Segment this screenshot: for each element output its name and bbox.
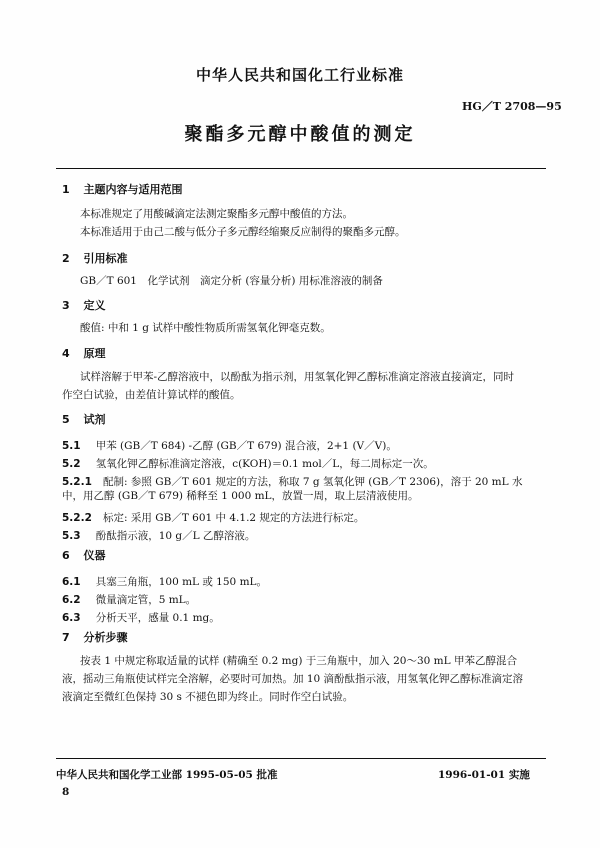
item-text: 甲苯 (GB／T 684) -乙醇 (GB／T 679) 混合液，2+1 (V／V)。 — [95, 440, 397, 452]
reference-standard: GB／T 601 化学试剂 滴定分析 (容量分析) 用标准溶液的制备 — [80, 275, 383, 287]
section-number: 6 — [62, 549, 70, 562]
item-number: 5.2.2 — [62, 512, 92, 524]
item-text: 配制: 参照 GB／T 601 规定的方法，称取 7 g 氢氧化钾 (GB／T 2306)，溶于 20 mL 水 — [103, 476, 523, 488]
section-3-heading — [62, 297, 106, 313]
section-5-heading — [62, 411, 106, 427]
list-item — [62, 524, 255, 543]
item-number: 6.3 — [62, 612, 81, 624]
paragraph: 液滴定至微红色保持 30 s 不褪色即为终止。同时作空白试验。 — [62, 691, 354, 703]
item-text: 微量滴定管，5 mL。 — [95, 594, 197, 606]
section-1-heading — [62, 181, 183, 197]
paragraph: 试样溶解于甲苯-乙醇溶液中，以酚酞为指示剂，用氢氧化钾乙醇标准滴定溶液直接滴定，同时 — [80, 371, 515, 383]
document-title: 聚酯多元醇中酸值的测定 — [184, 124, 416, 145]
section-title: 仪器 — [83, 549, 106, 562]
item-number: 5.2 — [62, 458, 81, 470]
paragraph: 本标准适用于由己二酸与低分子多元醇经缩聚反应制得的聚酯多元醇。 — [80, 226, 406, 238]
approval-statement: 中华人民共和国化学工业部 1995-05-05 批准 — [56, 769, 278, 781]
item-text: 具塞三角瓶，100 mL 或 150 mL。 — [95, 576, 267, 588]
item-text: 酚酞指示液，10 g／L 乙醇溶液。 — [95, 530, 256, 542]
list-item — [62, 452, 434, 471]
section-title: 原理 — [83, 347, 106, 360]
paragraph: 按表 1 中规定称取适量的试样 (精确至 0.2 mg) 于三角瓶中，加入 20～30 mL 甲苯乙醇混合 — [80, 655, 517, 667]
section-number: 4 — [62, 347, 70, 360]
paragraph: 作空白试验，由差值计算试样的酸值。 — [62, 389, 241, 401]
section-title: 主题内容与适用范围 — [83, 183, 183, 196]
section-7-heading — [62, 629, 128, 645]
section-6-heading — [62, 547, 106, 563]
list-item — [62, 570, 267, 589]
list-item — [62, 606, 220, 625]
implementation-date: 1996-01-01 实施 — [438, 769, 530, 781]
section-number: 3 — [62, 299, 70, 312]
paragraph: 本标准规定了用酸碱滴定法测定聚酯多元醇中酸值的方法。 — [80, 208, 353, 220]
section-number: 2 — [62, 252, 70, 265]
footer-divider — [56, 758, 546, 759]
item-text: 氢氧化钾乙醇标准滴定溶液，c(KOH)＝0.1 mol／L，每二周标定一次。 — [95, 458, 434, 470]
section-title: 定义 — [83, 299, 106, 312]
section-2-heading — [62, 250, 128, 266]
item-number: 5.3 — [62, 530, 81, 542]
list-item — [62, 588, 196, 607]
item-number: 5.1 — [62, 440, 81, 452]
section-4-heading — [62, 345, 106, 361]
section-number: 5 — [62, 413, 70, 426]
list-item — [62, 506, 364, 525]
standard-code: HG／T 2708—95 — [462, 100, 562, 113]
item-text: 分析天平，感量 0.1 mg。 — [95, 612, 220, 624]
definition-text: 酸值: 中和 1 g 试样中酸性物质所需氢氧化钾毫克数。 — [80, 322, 331, 334]
section-number: 7 — [62, 631, 70, 644]
paragraph: 液，摇动三角瓶使试样完全溶解，必要时可加热。加 10 滴酚酞指示液，用氢氧化钾乙醇标准滴定溶 — [62, 673, 524, 685]
list-item — [62, 434, 397, 453]
header-divider — [56, 168, 546, 169]
item-number: 6.2 — [62, 594, 81, 606]
item-number: 5.2.1 — [62, 476, 92, 488]
list-item — [62, 470, 522, 489]
section-number: 1 — [62, 183, 70, 196]
item-text: 标定: 采用 GB／T 601 中 4.1.2 规定的方法进行标定。 — [103, 512, 365, 524]
standard-category-heading: 中华人民共和国化工行业标准 — [195, 66, 404, 84]
section-title: 分析步骤 — [83, 631, 128, 644]
item-number: 6.1 — [62, 576, 81, 588]
section-title: 引用标准 — [83, 252, 128, 265]
item-continuation: 中，用乙醇 (GB／T 679) 稀释至 1 000 mL，放置一周，取上层清液使用。 — [62, 490, 419, 502]
section-title: 试剂 — [83, 413, 106, 426]
page-number: 8 — [62, 786, 70, 798]
